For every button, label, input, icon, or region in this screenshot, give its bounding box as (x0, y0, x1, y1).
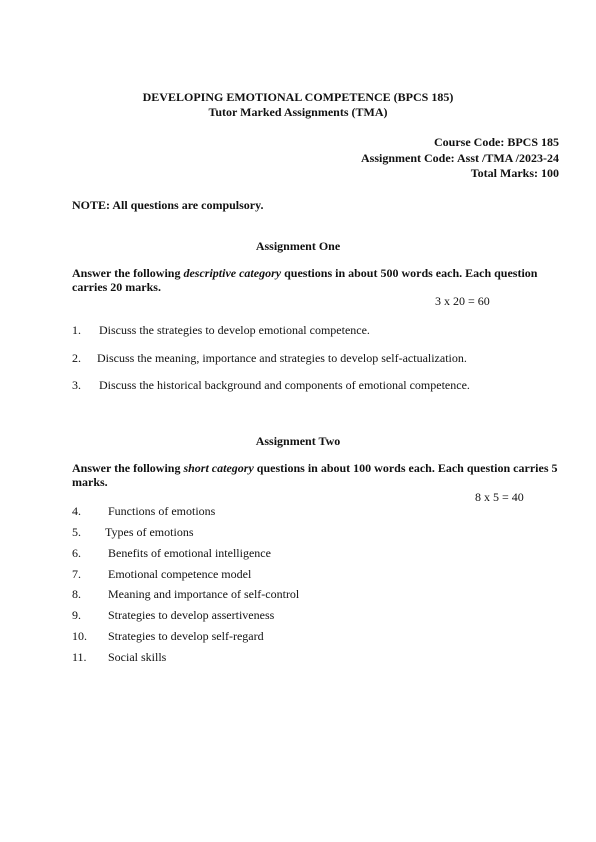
question-text: Discuss the historical background and components of emotional competence. (99, 378, 470, 392)
note: NOTE: All questions are compulsory. (72, 198, 264, 212)
assignment-code: Assignment Code: Asst /TMA /2023-24 (360, 151, 559, 165)
document-subtitle: Tutor Marked Assignments (TMA) (208, 105, 388, 119)
question-number: 3. (72, 378, 81, 392)
question-number: 5. (72, 525, 81, 539)
question-number: 4. (72, 504, 81, 518)
assignment-two-heading: Assignment Two (255, 434, 341, 448)
document-title: DEVELOPING EMOTIONAL COMPETENCE (BPCS 185) (142, 90, 454, 104)
question-text: Benefits of emotional intelligence (108, 546, 271, 560)
assignment-two-instruction (72, 461, 562, 489)
question-text: Discuss the strategies to develop emotional competence. (99, 323, 370, 337)
question-text: Strategies to develop assertiveness (108, 608, 275, 622)
question-number: 1. (72, 323, 81, 337)
assignment-one-instruction (72, 266, 562, 294)
question-text: Functions of emotions (108, 504, 216, 518)
instruction-pre: Answer the following (72, 266, 184, 280)
question-number: 2. (72, 351, 81, 365)
question-text: Meaning and importance of self-control (108, 587, 300, 601)
question-text: Emotional competence model (108, 567, 252, 581)
question-number: 6. (72, 546, 81, 560)
question-number: 8. (72, 587, 81, 601)
question-number: 7. (72, 567, 81, 581)
instruction-emphasis: short category (183, 461, 254, 475)
instruction-emphasis: descriptive category (183, 266, 282, 280)
total-marks: Total Marks: 100 (470, 166, 559, 180)
question-text: Strategies to develop self-regard (108, 629, 264, 643)
assignment-one-heading: Assignment One (255, 239, 341, 253)
question-text: Social skills (108, 650, 167, 664)
assignment-one-marks: 3 x 20 = 60 (435, 294, 490, 308)
assignment-two-marks: 8 x 5 = 40 (475, 490, 524, 504)
question-number: 11. (72, 650, 87, 664)
course-code: Course Code: BPCS 185 (434, 135, 559, 149)
question-text: Discuss the meaning, importance and strategies to develop self-actualization. (97, 351, 467, 365)
question-number: 10. (72, 629, 87, 643)
instruction-post: questions in about 500 words each. Each question carries 20 marks. (72, 266, 538, 294)
question-number: 9. (72, 608, 81, 622)
instruction-post: questions in about 100 words each. Each question carries 5 marks. (72, 461, 558, 489)
instruction-pre: Answer the following (72, 461, 184, 475)
question-text: Types of emotions (105, 525, 194, 539)
